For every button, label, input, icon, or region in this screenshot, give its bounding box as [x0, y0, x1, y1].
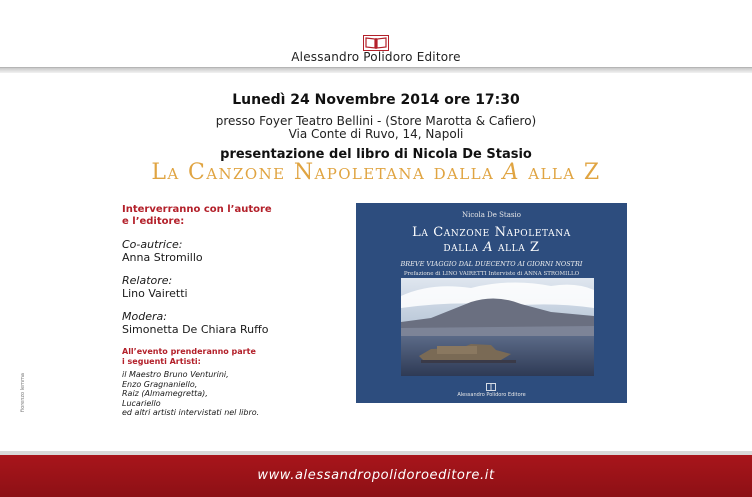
photo-credit-text: fiorenzo lemma	[20, 373, 26, 412]
header-divider	[0, 67, 752, 73]
cover-credits: Prefazione di LINO VAIRETTI Interviste di ANNA STROMILLO	[403, 271, 580, 277]
role-label: Co-autrice:	[122, 238, 183, 251]
footer-bar	[0, 455, 752, 497]
venue-line-1: presso Foyer Teatro Bellini - (Store Marotta & Cafiero)	[215, 114, 537, 128]
publisher-name: Alessandro Polidoro Editore	[291, 50, 461, 64]
speakers-heading-2: e l’editore:	[122, 216, 185, 227]
speakers-column	[122, 204, 347, 418]
book-title-part-2: alla Z	[519, 160, 601, 185]
artists-heading-1: All’evento prenderanno parte	[122, 347, 256, 356]
cover-logo-icon	[486, 383, 496, 391]
role-label: Modera:	[122, 310, 167, 323]
speakers-heading-1: Interverranno con l’autore	[122, 204, 272, 215]
cover-title-line-1: La Canzone Napoletana	[412, 225, 571, 240]
open-book-icon	[363, 35, 389, 51]
person-name: Lino Vairetti	[122, 287, 188, 300]
book-title-letter-a: A	[502, 160, 520, 185]
venue-line-2: Via Conte di Ruvo, 14, Napoli	[288, 127, 464, 141]
cover-author: Nicola De Stasio	[462, 211, 521, 219]
presentation-intro: presentazione del libro di Nicola De Stasio	[220, 147, 532, 162]
artist-item: Lucariello	[122, 398, 161, 408]
cover-publisher: Alessandro Polidoro Editore	[457, 392, 526, 398]
book-cover	[356, 203, 627, 403]
artist-item: Raiz (Almamegretta),	[122, 389, 208, 398]
role-label: Relatore:	[122, 274, 173, 287]
cover-subtitle: BREVE VIAGGIO DAL DUECENTO AI GIORNI NOSTRI	[400, 260, 583, 268]
artist-item: ed altri artisti intervistati nel libro.	[122, 408, 260, 417]
artist-item: Enzo Gragnaniello,	[122, 379, 198, 389]
person-name: Anna Stromillo	[122, 251, 203, 264]
person-name: Simonetta De Chiara Ruffo	[122, 323, 269, 336]
vesuvius-bay-photo	[401, 278, 594, 376]
website-link[interactable]: www.alessandropolidoroeditore.it	[257, 468, 495, 483]
book-title	[0, 160, 752, 185]
artist-item: il Maestro Bruno Venturini,	[122, 370, 229, 379]
artists-heading-2: i seguenti Artisti:	[122, 357, 201, 366]
event-date: Lunedì 24 Novembre 2014 ore 17:30	[232, 92, 520, 108]
cover-title-part-2: alla Z	[493, 240, 540, 255]
cover-title-letter: A	[483, 240, 494, 255]
book-title-part-1: La Canzone Napoletana dalla	[151, 160, 503, 185]
cover-title-line-2	[356, 240, 627, 255]
cover-title-part-1: dalla	[443, 240, 484, 255]
